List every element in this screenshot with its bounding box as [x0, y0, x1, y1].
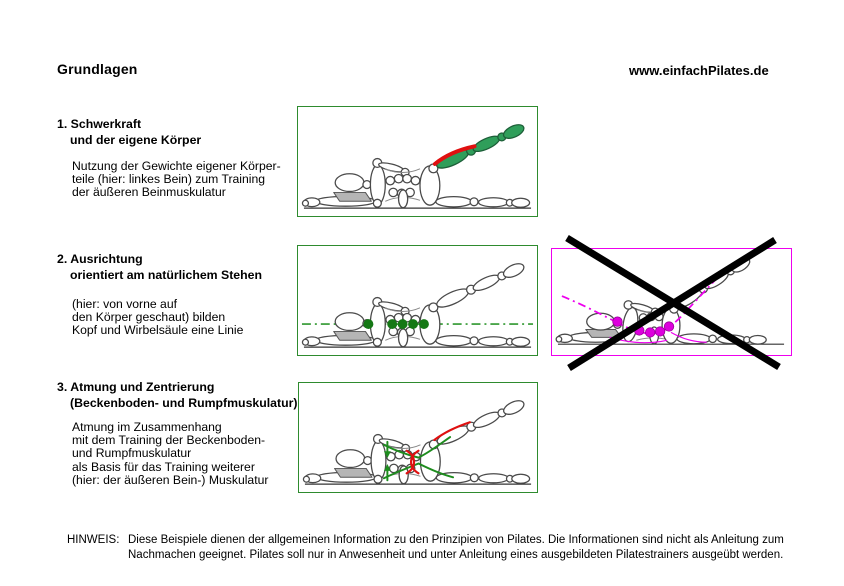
section-3-heading-line1: 3. Atmung und Zentrierung — [57, 380, 215, 394]
page-title: Grundlagen — [57, 61, 138, 77]
bent-axis-line — [562, 273, 723, 334]
diagram-breathing-centering — [298, 382, 538, 493]
section-1-heading-line2: und der eigene Körper — [70, 132, 202, 147]
section-1-body-line: der äußeren Beinmuskulatur — [72, 185, 226, 200]
section-3-body-line: als Basis für das Training weiterer — [72, 459, 255, 474]
section-2-body — [72, 298, 243, 338]
section-1-body — [72, 160, 281, 200]
section-3-body-line: und Rumpfmuskulatur — [72, 446, 192, 461]
footer-label: HINWEIS: — [67, 534, 120, 546]
section-1-heading-line1: 1. Schwerkraft — [57, 117, 142, 131]
footer-text — [128, 533, 784, 563]
section-2-heading-line1: 2. Ausrichtung — [57, 252, 143, 266]
footer-text-line: Diese Beispiele dienen der allgemeinen Information zu den Prinzipien von Pilates. Die Informationen sind nicht als Anleitung zum — [128, 534, 784, 546]
pilates-figure-icon — [303, 398, 531, 484]
section-3-heading — [57, 380, 298, 411]
section-2-body-line: Kopf und Wirbelsäule eine Linie — [72, 323, 244, 338]
section-3-body-line: Atmung im Zusammenhang — [72, 420, 222, 434]
highlighted-leg-muscle — [434, 122, 525, 172]
section-2-heading-line2: orientiert am natürlichem Stehen — [70, 267, 263, 282]
diagram-alignment-correct — [297, 245, 538, 356]
section-3-body-line: mit dem Training der Beckenboden- — [72, 433, 266, 448]
section-1-body-line: teile (hier: linkes Bein) zum Training — [72, 172, 266, 187]
section-2-heading — [57, 252, 262, 283]
section-2-body-line: den Körper geschaut) bilden — [72, 310, 226, 325]
section-1-heading — [57, 117, 201, 148]
pilates-figure-icon — [302, 261, 531, 347]
section-2-body-line: (hier: von vorne auf — [72, 297, 178, 311]
diagram-gravity — [297, 106, 538, 217]
section-3-heading-line2: (Beckenboden- und Rumpfmuskulatur) — [70, 395, 298, 410]
pilates-figure-icon — [302, 122, 531, 208]
footer-text-line: Nachmachen geeignet. Pilates soll nur in Anwesenheit und unter Anleitung eines ausgebildeten Pilatestrainers ausgeübt werden. — [128, 549, 784, 562]
section-3-body-line: (hier: der äußeren Bein-) Muskulatur — [72, 472, 269, 487]
website-url: www.einfachPilates.de — [629, 63, 769, 78]
diagram-alignment-wrong — [551, 248, 792, 356]
section-1-body-line: Nutzung der Gewichte eigener Körper- — [72, 159, 281, 173]
section-3-body — [72, 421, 268, 487]
